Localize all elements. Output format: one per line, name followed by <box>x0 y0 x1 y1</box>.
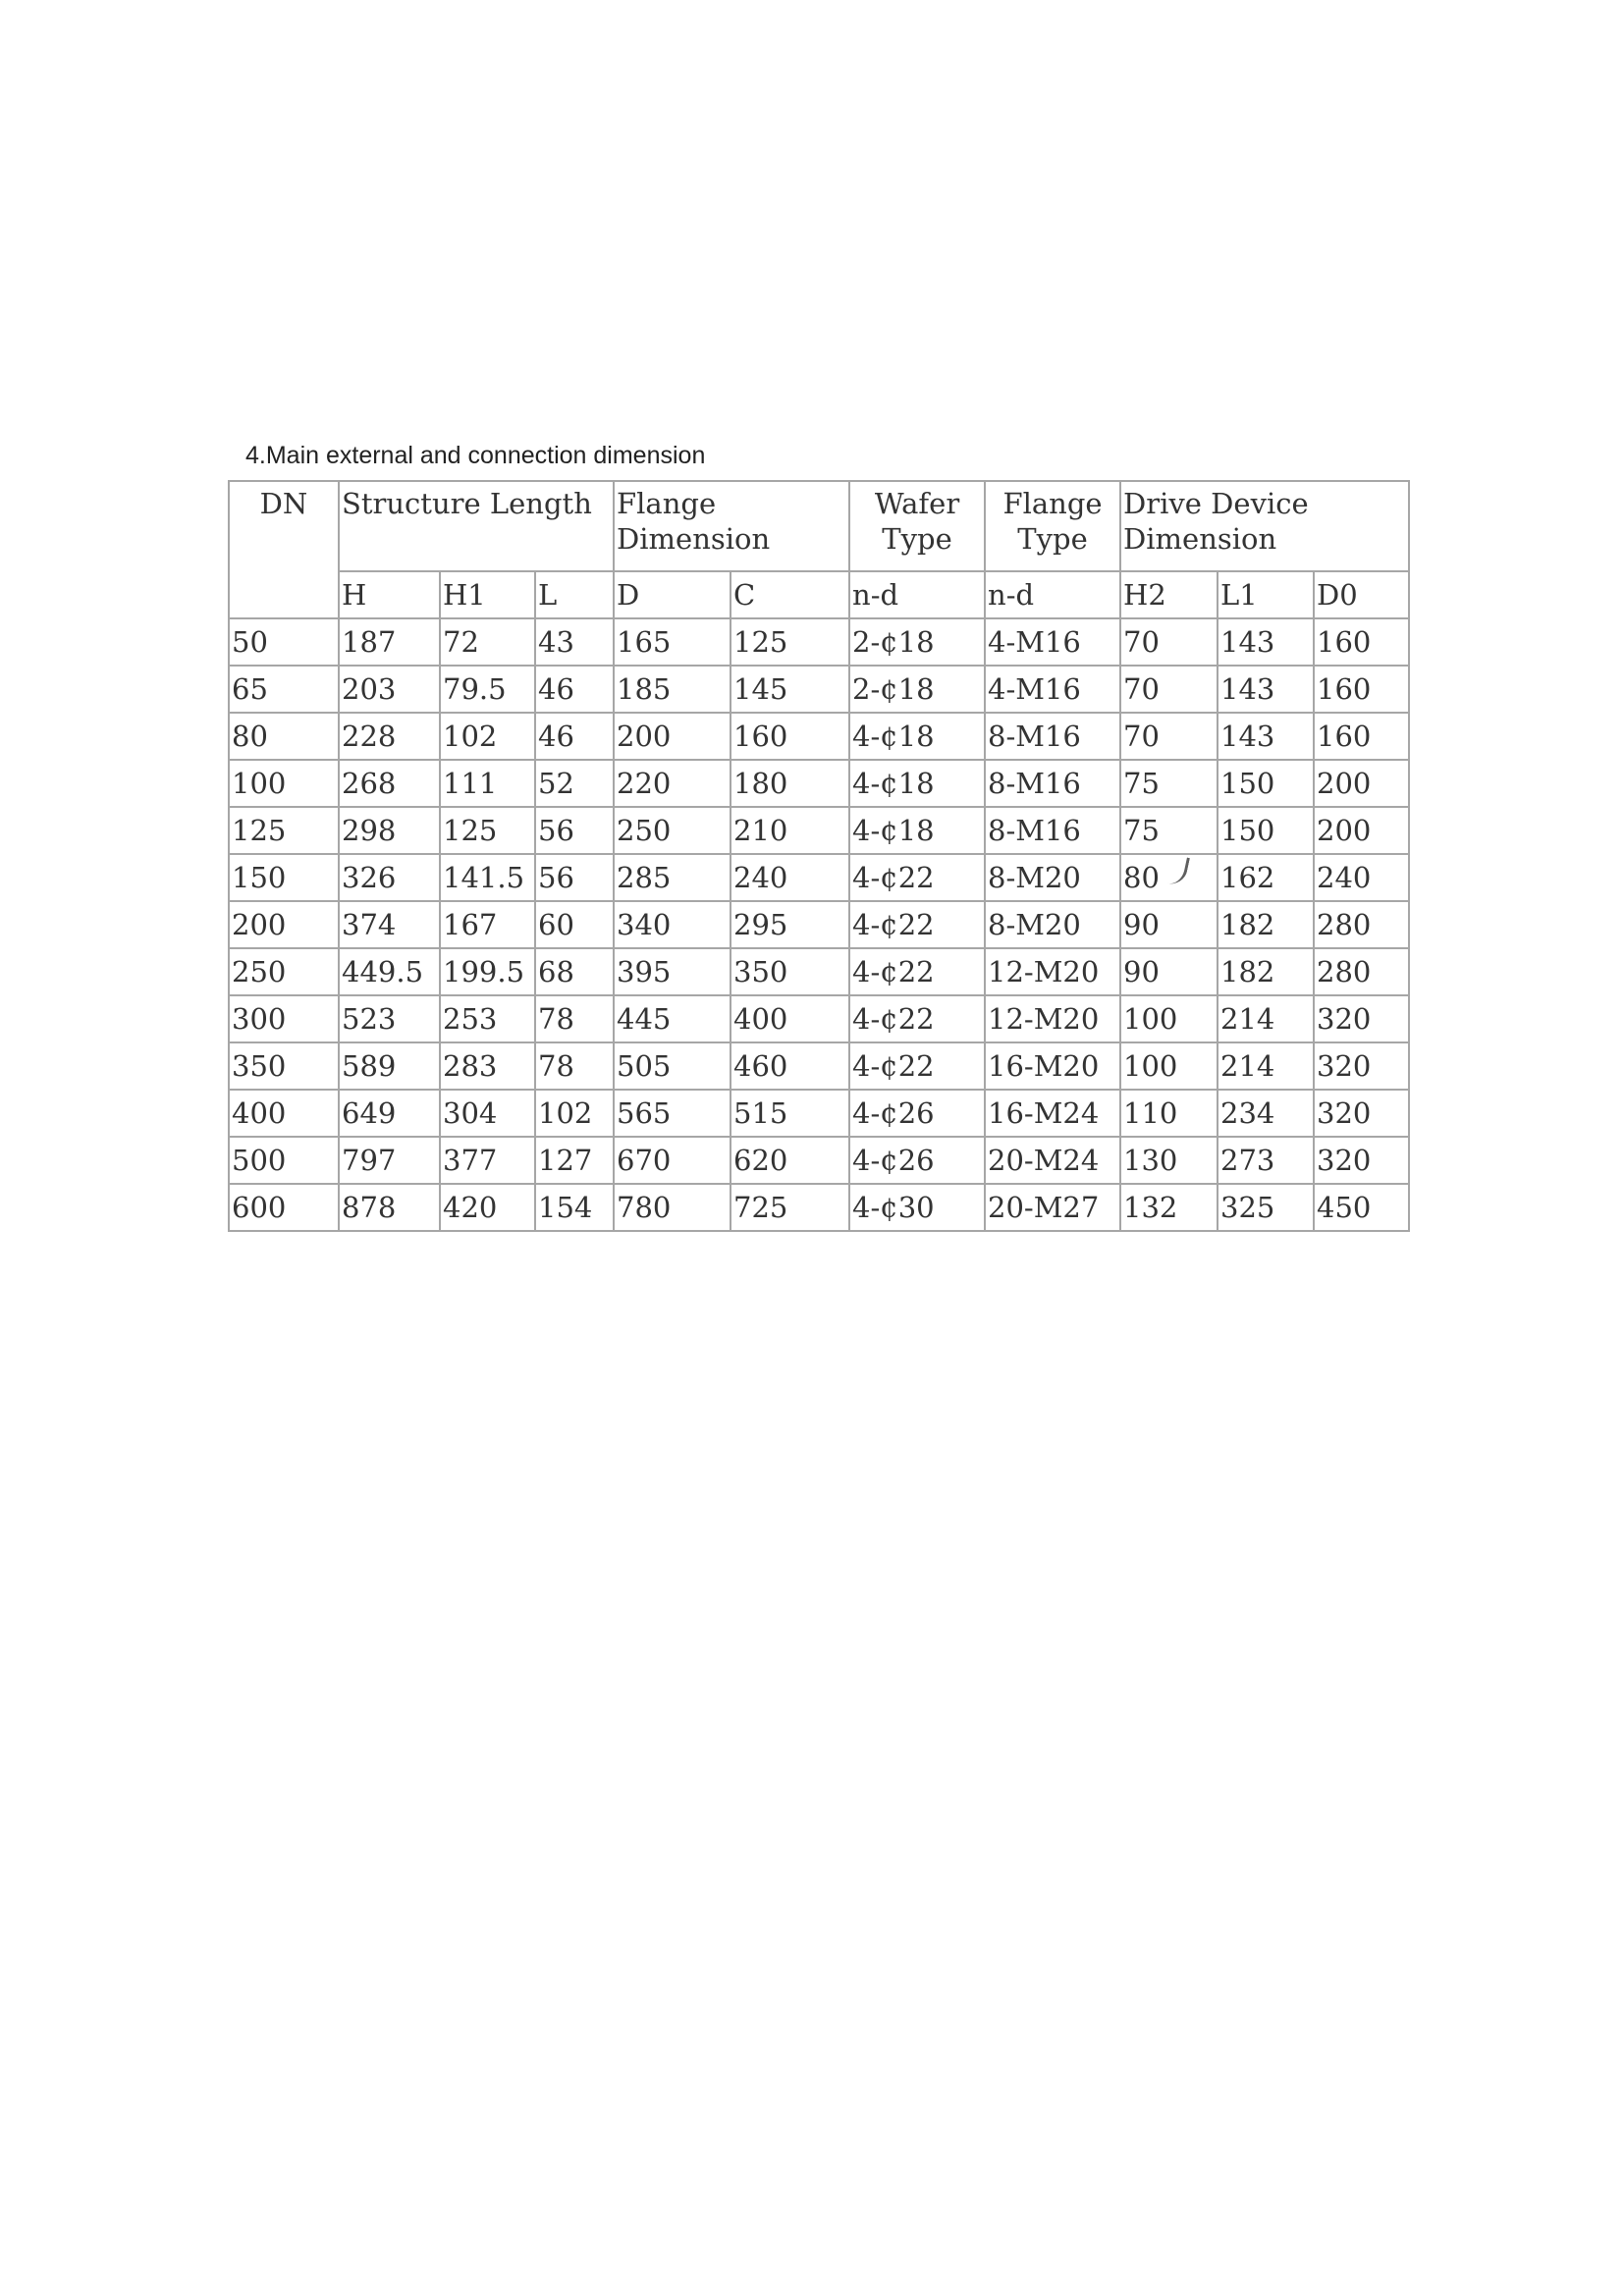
cell-h1: 377 <box>440 1137 535 1184</box>
cell-flange-nd: 16-M20 <box>985 1042 1120 1090</box>
cell-h: 878 <box>339 1184 440 1231</box>
cell-d0: 240 <box>1314 854 1409 901</box>
subheader-h: H <box>339 571 440 618</box>
cell-h2: 80 <box>1120 854 1218 901</box>
cell-h1: 102 <box>440 713 535 760</box>
cell-d: 395 <box>614 948 731 995</box>
cell-l1: 182 <box>1218 948 1314 995</box>
cell-h1: 72 <box>440 618 535 666</box>
cell-l1: 214 <box>1218 1042 1314 1090</box>
subheader-row <box>229 571 1409 618</box>
header-structure-length: Structure Length <box>339 481 614 571</box>
cell-h: 589 <box>339 1042 440 1090</box>
cell-h1: 141.5 <box>440 854 535 901</box>
cell-d0: 320 <box>1314 1090 1409 1137</box>
cell-l: 46 <box>535 713 614 760</box>
cell-dn: 50 <box>229 618 339 666</box>
cell-wafer-nd: 4-¢30 <box>849 1184 985 1231</box>
cell-wafer-nd: 4-¢26 <box>849 1137 985 1184</box>
cell-l: 78 <box>535 995 614 1042</box>
cell-h1: 79.5 <box>440 666 535 713</box>
cell-dn: 125 <box>229 807 339 854</box>
cell-d0: 160 <box>1314 713 1409 760</box>
cell-l1: 150 <box>1218 807 1314 854</box>
cell-h2: 70 <box>1120 713 1218 760</box>
cell-l: 102 <box>535 1090 614 1137</box>
cell-h2: 90 <box>1120 948 1218 995</box>
cell-h2: 100 <box>1120 1042 1218 1090</box>
cell-d: 285 <box>614 854 731 901</box>
cell-d: 565 <box>614 1090 731 1137</box>
cell-h: 203 <box>339 666 440 713</box>
cell-flange-nd: 4-M16 <box>985 618 1120 666</box>
table-row <box>229 807 1409 854</box>
cell-l: 154 <box>535 1184 614 1231</box>
cell-wafer-nd: 4-¢22 <box>849 948 985 995</box>
cell-h1: 167 <box>440 901 535 948</box>
cell-h: 523 <box>339 995 440 1042</box>
subheader-h2: H2 <box>1120 571 1218 618</box>
cell-flange-nd: 8-M20 <box>985 854 1120 901</box>
cell-flange-nd: 8-M16 <box>985 713 1120 760</box>
cell-wafer-nd: 4-¢18 <box>849 760 985 807</box>
cell-d: 445 <box>614 995 731 1042</box>
cell-l: 68 <box>535 948 614 995</box>
cell-dn: 250 <box>229 948 339 995</box>
table-row <box>229 666 1409 713</box>
cell-dn: 100 <box>229 760 339 807</box>
subheader-d0: D0 <box>1314 571 1409 618</box>
cell-h: 374 <box>339 901 440 948</box>
cell-flange-nd: 12-M20 <box>985 948 1120 995</box>
cell-l: 60 <box>535 901 614 948</box>
dimension-table <box>228 480 1410 1232</box>
cell-d0: 320 <box>1314 1042 1409 1090</box>
cell-l: 43 <box>535 618 614 666</box>
cell-d: 340 <box>614 901 731 948</box>
cell-l1: 273 <box>1218 1137 1314 1184</box>
cell-c: 400 <box>731 995 849 1042</box>
cell-d0: 450 <box>1314 1184 1409 1231</box>
cell-c: 125 <box>731 618 849 666</box>
cell-dn: 350 <box>229 1042 339 1090</box>
cell-wafer-nd: 4-¢22 <box>849 995 985 1042</box>
cell-h2: 70 <box>1120 666 1218 713</box>
table-row <box>229 854 1409 901</box>
cell-wafer-nd: 4-¢26 <box>849 1090 985 1137</box>
header-wafer-type: Wafer Type <box>849 481 985 571</box>
cell-flange-nd: 8-M16 <box>985 760 1120 807</box>
cell-l: 127 <box>535 1137 614 1184</box>
subheader-l: L <box>535 571 614 618</box>
table-caption: 4.Main external and connection dimension <box>245 442 706 469</box>
table-row <box>229 1090 1409 1137</box>
cell-h1: 420 <box>440 1184 535 1231</box>
cell-l1: 325 <box>1218 1184 1314 1231</box>
cell-dn: 400 <box>229 1090 339 1137</box>
header-flange-dimension: Flange Dimension <box>614 481 849 571</box>
cell-d: 200 <box>614 713 731 760</box>
cell-wafer-nd: 4-¢22 <box>849 901 985 948</box>
cell-h: 326 <box>339 854 440 901</box>
cell-l1: 162 <box>1218 854 1314 901</box>
cell-wafer-nd: 4-¢18 <box>849 807 985 854</box>
cell-l: 46 <box>535 666 614 713</box>
cell-flange-nd: 16-M24 <box>985 1090 1120 1137</box>
cell-flange-nd: 8-M20 <box>985 901 1120 948</box>
table-row <box>229 901 1409 948</box>
cell-dn: 200 <box>229 901 339 948</box>
table-row <box>229 1137 1409 1184</box>
subheader-wafer-nd: n-d <box>849 571 985 618</box>
cell-h: 797 <box>339 1137 440 1184</box>
cell-d0: 200 <box>1314 807 1409 854</box>
cell-l1: 214 <box>1218 995 1314 1042</box>
cell-c: 515 <box>731 1090 849 1137</box>
cell-l: 56 <box>535 807 614 854</box>
header-drive-device-dimension: Drive Device Dimension <box>1120 481 1409 571</box>
table-row <box>229 1184 1409 1231</box>
cell-h: 649 <box>339 1090 440 1137</box>
header-flange-type: Flange Type <box>985 481 1120 571</box>
table-row <box>229 713 1409 760</box>
cell-l1: 143 <box>1218 713 1314 760</box>
cell-flange-nd: 8-M16 <box>985 807 1120 854</box>
cell-d: 250 <box>614 807 731 854</box>
cell-wafer-nd: 2-¢18 <box>849 618 985 666</box>
cell-d0: 320 <box>1314 995 1409 1042</box>
table-row <box>229 1042 1409 1090</box>
cell-h: 449.5 <box>339 948 440 995</box>
subheader-l1: L1 <box>1218 571 1314 618</box>
cell-flange-nd: 12-M20 <box>985 995 1120 1042</box>
cell-h1: 253 <box>440 995 535 1042</box>
cell-h1: 199.5 <box>440 948 535 995</box>
cell-h1: 111 <box>440 760 535 807</box>
cell-c: 620 <box>731 1137 849 1184</box>
cell-l: 56 <box>535 854 614 901</box>
cell-d: 780 <box>614 1184 731 1231</box>
cell-h1: 304 <box>440 1090 535 1137</box>
cell-l1: 143 <box>1218 666 1314 713</box>
subheader-c: C <box>731 571 849 618</box>
cell-d: 670 <box>614 1137 731 1184</box>
header-dn: DN <box>229 481 339 618</box>
cell-h2: 100 <box>1120 995 1218 1042</box>
header-row <box>229 481 1409 571</box>
cell-l: 78 <box>535 1042 614 1090</box>
table-row <box>229 760 1409 807</box>
cell-c: 210 <box>731 807 849 854</box>
cell-d0: 200 <box>1314 760 1409 807</box>
subheader-d: D <box>614 571 731 618</box>
cell-c: 350 <box>731 948 849 995</box>
cell-d0: 320 <box>1314 1137 1409 1184</box>
cell-c: 725 <box>731 1184 849 1231</box>
table-row <box>229 618 1409 666</box>
cell-flange-nd: 20-M24 <box>985 1137 1120 1184</box>
cell-wafer-nd: 4-¢18 <box>849 713 985 760</box>
subheader-h1: H1 <box>440 571 535 618</box>
cell-dn: 300 <box>229 995 339 1042</box>
cell-h: 268 <box>339 760 440 807</box>
cell-l1: 143 <box>1218 618 1314 666</box>
cell-c: 295 <box>731 901 849 948</box>
cell-dn: 500 <box>229 1137 339 1184</box>
cell-h1: 125 <box>440 807 535 854</box>
cell-h2: 90 <box>1120 901 1218 948</box>
cell-c: 145 <box>731 666 849 713</box>
cell-l: 52 <box>535 760 614 807</box>
cell-c: 460 <box>731 1042 849 1090</box>
cell-h: 187 <box>339 618 440 666</box>
cell-h2: 130 <box>1120 1137 1218 1184</box>
cell-flange-nd: 20-M27 <box>985 1184 1120 1231</box>
cell-l1: 150 <box>1218 760 1314 807</box>
cell-dn: 80 <box>229 713 339 760</box>
cell-flange-nd: 4-M16 <box>985 666 1120 713</box>
cell-c: 180 <box>731 760 849 807</box>
cell-d0: 160 <box>1314 666 1409 713</box>
cell-d: 165 <box>614 618 731 666</box>
cell-h: 298 <box>339 807 440 854</box>
cell-h2: 110 <box>1120 1090 1218 1137</box>
cell-h2: 75 <box>1120 760 1218 807</box>
cell-dn: 65 <box>229 666 339 713</box>
cell-dn: 150 <box>229 854 339 901</box>
table-row <box>229 948 1409 995</box>
cell-d: 185 <box>614 666 731 713</box>
cell-wafer-nd: 4-¢22 <box>849 854 985 901</box>
cell-h2: 75 <box>1120 807 1218 854</box>
cell-wafer-nd: 2-¢18 <box>849 666 985 713</box>
cell-c: 240 <box>731 854 849 901</box>
cell-h1: 283 <box>440 1042 535 1090</box>
cell-dn: 600 <box>229 1184 339 1231</box>
subheader-flange-nd: n-d <box>985 571 1120 618</box>
cell-d0: 160 <box>1314 618 1409 666</box>
cell-l1: 234 <box>1218 1090 1314 1137</box>
cell-d: 505 <box>614 1042 731 1090</box>
table-row <box>229 995 1409 1042</box>
cell-h: 228 <box>339 713 440 760</box>
cell-d: 220 <box>614 760 731 807</box>
cell-h2: 70 <box>1120 618 1218 666</box>
cell-d0: 280 <box>1314 948 1409 995</box>
cell-l1: 182 <box>1218 901 1314 948</box>
cell-d0: 280 <box>1314 901 1409 948</box>
cell-wafer-nd: 4-¢22 <box>849 1042 985 1090</box>
cell-c: 160 <box>731 713 849 760</box>
cell-h2: 132 <box>1120 1184 1218 1231</box>
